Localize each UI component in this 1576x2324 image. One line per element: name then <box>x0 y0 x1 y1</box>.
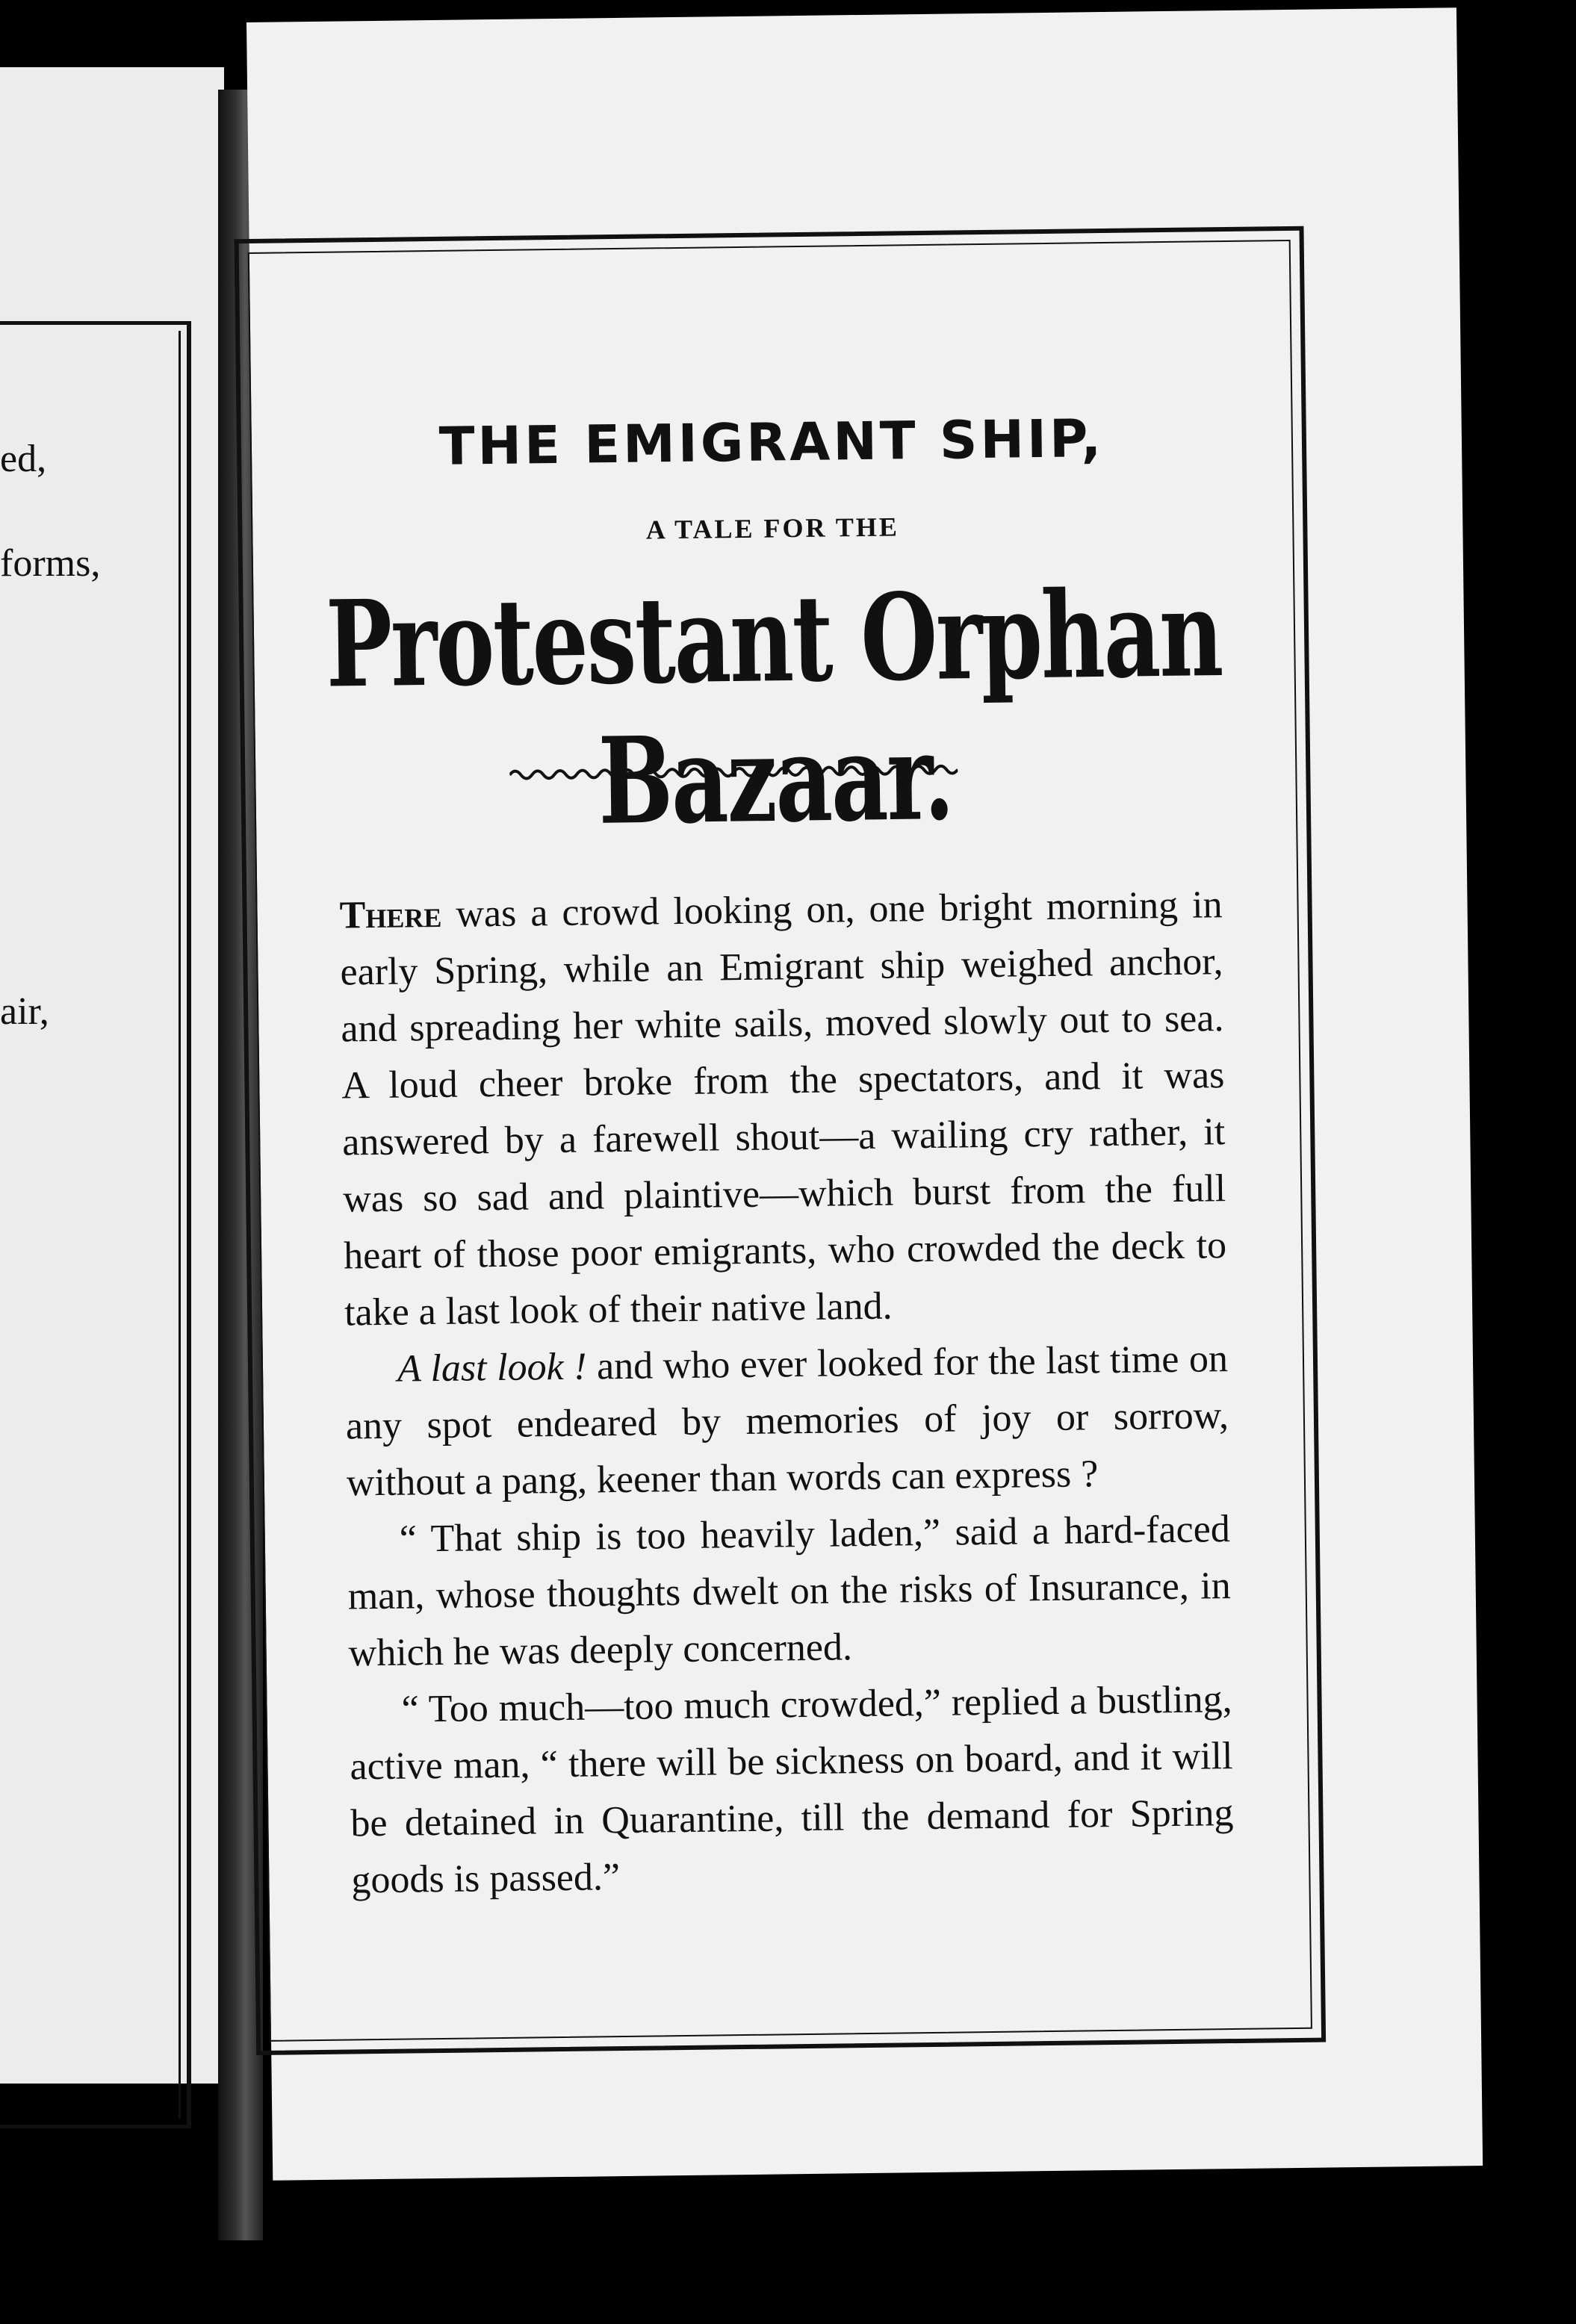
story-body <box>339 877 1235 1909</box>
paragraph-text: and who ever looked for the last time on any spot endeared by memories of joy or sorrow, without a pang, keener than words can express ? <box>345 1337 1229 1505</box>
page-subtitle: A TALE FOR THE <box>645 512 900 545</box>
story-paragraph <box>345 1331 1230 1511</box>
paragraph-text: was a crowd looking on, one bright morning in early Spring, while an Emigrant ship weighed anchor, and spreading her white sails, moved slowly out to sea. A loud cheer broke from the spectators, and it was answered by a farewell shout—a wailing cry rather, it was so sad and plaintive—which burst from the full heart of those poor emigrants, who crowded the deck to take a last look of their native land. <box>340 883 1227 1335</box>
page-border <box>235 226 1327 2055</box>
organization-heading: Protestant Orphan Bazaar. <box>325 563 1223 851</box>
previous-page <box>0 67 224 2084</box>
story-paragraph <box>339 877 1227 1341</box>
story-paragraph: “ That ship is too heavily laden,” said a hard-faced man, whose thoughts dwelt on the risks of Insurance, in which he was deeply concerned. <box>347 1508 1232 1675</box>
previous-page-fragment: forms, <box>0 542 101 585</box>
page-title: THE EMIGRANT SHIP, <box>438 408 1105 477</box>
emphasis-text: A last look ! <box>397 1345 587 1391</box>
document-page <box>246 7 1483 2181</box>
page-border-inner <box>248 240 1312 2042</box>
previous-page-fragment: air, <box>0 990 49 1033</box>
previous-page-fragment: ed, <box>0 438 47 480</box>
previous-page-border <box>0 321 191 2128</box>
drop-word: There <box>339 892 442 937</box>
story-paragraph: “ Too much—too much crowded,” replied a bustling, active man, “ there will be sickness on board, and it will be detained in Quarantine, till the demand for Spring goods is passed.” <box>350 1678 1234 1902</box>
